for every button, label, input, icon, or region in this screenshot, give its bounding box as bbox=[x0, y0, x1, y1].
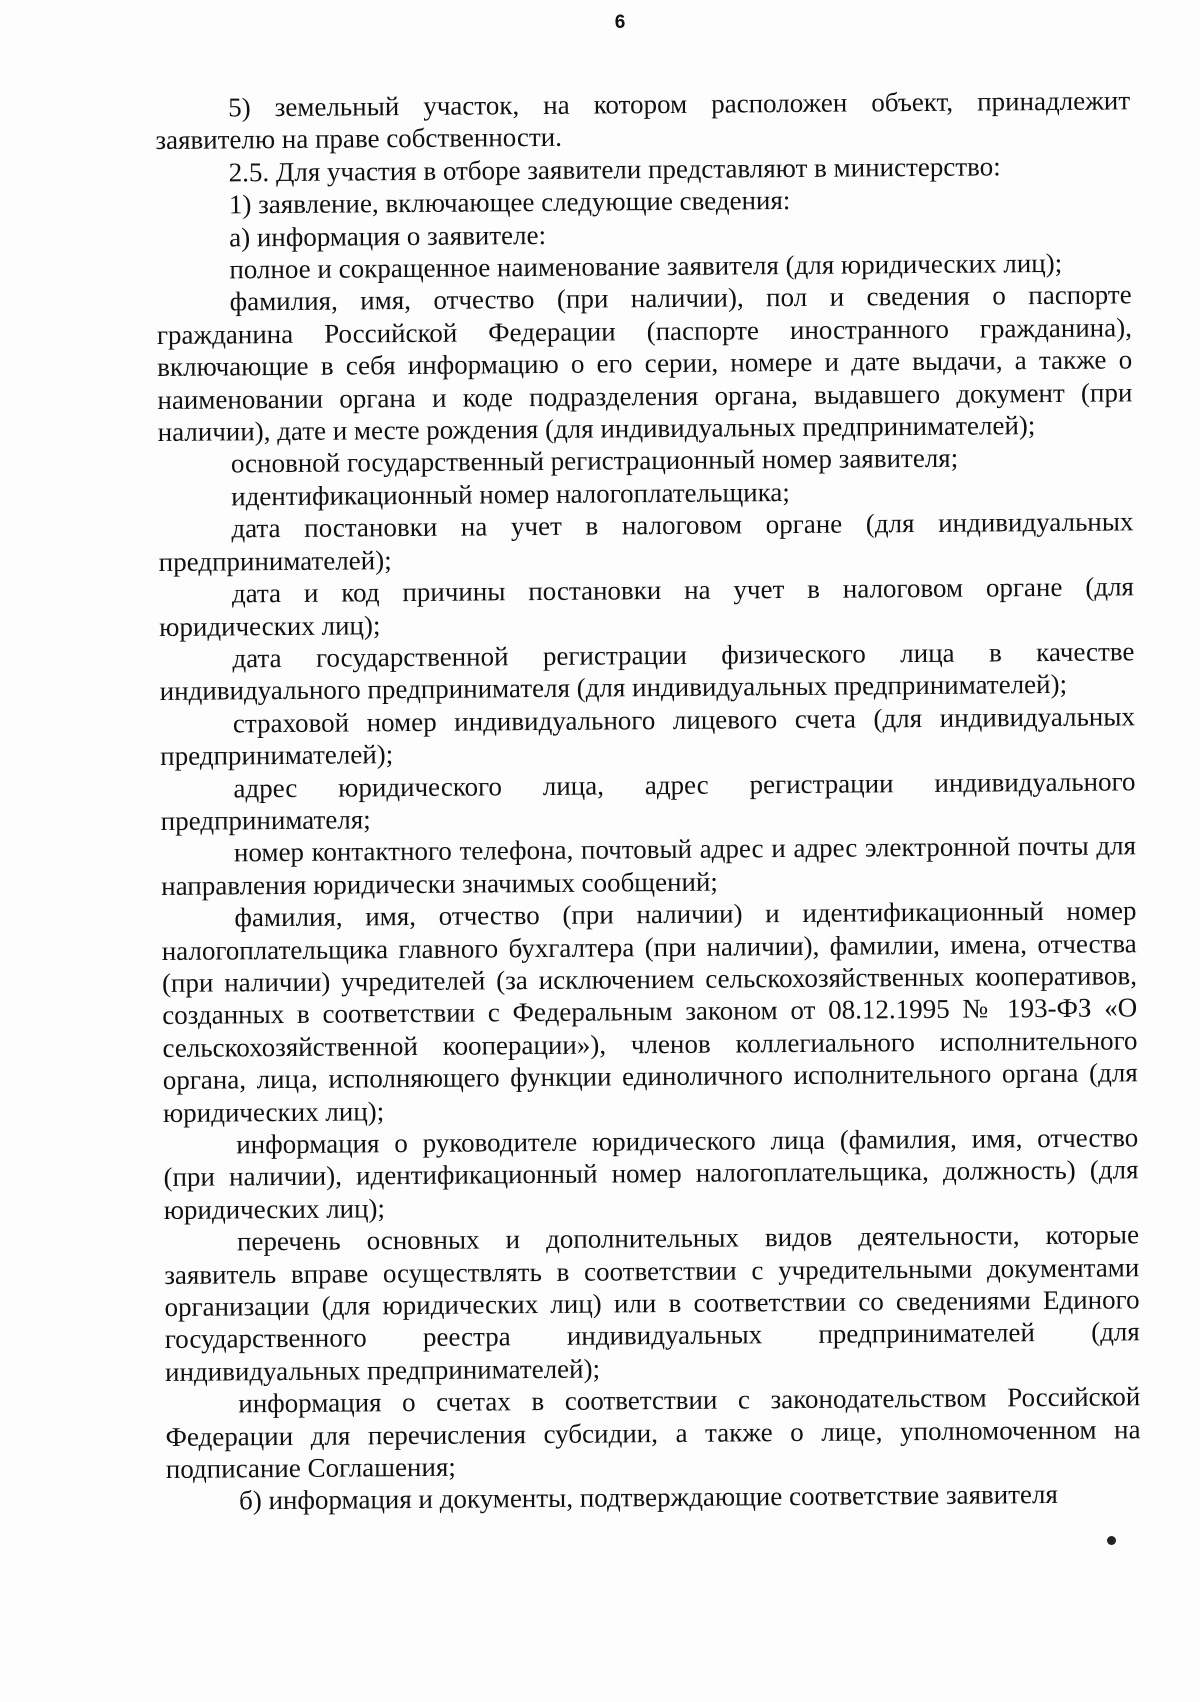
paragraph-tax-registration-date: дата постановки на учет в налоговом органе (для индивидуальных предпринимателей); bbox=[158, 506, 1134, 577]
paragraph-applicant-info: а) информация о заявителе: bbox=[229, 219, 547, 253]
paragraph-full-name: полное и сокращенное наименование заявителя (для юридических лиц); bbox=[229, 247, 1063, 285]
paragraph-head-info: информация о руководителе юридического лица (фамилия, имя, отчество (при наличии), идентификационный номер налогоплательщика, должность) (для юридических лиц); bbox=[163, 1122, 1139, 1225]
paragraph-state-registration-date: дата государственной регистрации физического лица в качестве индивидуального предпринимателя (для индивидуальных предпринимателей); bbox=[159, 636, 1135, 707]
paragraph-activities: перечень основных и дополнительных видов деятельности, которые заявитель вправе осуществлять в соответствии с учредительными документами организации (для юридических лиц) или в соответствии со сведениями Единого государственного реестра индивидуальных предпринимателей (для индивидуальных предпринимателей); bbox=[164, 1219, 1140, 1387]
paragraph-snils: страховой номер индивидуального лицевого счета (для индивидуальных предпринимателей); bbox=[160, 701, 1136, 772]
paragraph-passport: фамилия, имя, отчество (при наличии), пол и сведения о паспорте гражданина Российской Федерации (паспорте иностранного гражданина), включающие в себя информацию о его серии, номере и дате выдачи, а также о наименовании органа и коде подразделения органа, выдавшего документ (при наличии), дате и месте рождения (для индивидуальных предпринимателей); bbox=[156, 279, 1133, 448]
paragraph-land-plot: 5) земельный участок, на котором расположен объект, принадлежит заявителю на праве собственности. bbox=[155, 85, 1131, 156]
document-body bbox=[155, 84, 1141, 1517]
paragraph-application: 1) заявление, включающее следующие сведения: bbox=[228, 185, 791, 220]
paragraph-inn: идентификационный номер налогоплательщика; bbox=[231, 476, 790, 512]
paragraph-kpp: дата и код причины постановки на учет в налоговом органе (для юридических лиц); bbox=[159, 571, 1135, 642]
paragraph-contacts: номер контактного телефона, почтовый адрес и адрес электронной почты для направления юридически значимых сообщений; bbox=[161, 830, 1137, 901]
paragraph-address: адрес юридического лица, адрес регистрации индивидуального предпринимателя; bbox=[160, 765, 1136, 836]
paragraph-ogrn: основной государственный регистрационный номер заявителя; bbox=[230, 443, 959, 479]
paragraph-documents-compliance: б) информация и документы, подтверждающие соответствие заявителя bbox=[238, 1479, 1058, 1516]
paragraph-accounts: информация о счетах в соответствии с законодательством Российской Федерации для перечисления субсидии, а также о лице, уполномоченном на подписание Соглашения; bbox=[165, 1381, 1141, 1485]
scan-speck bbox=[1107, 1536, 1116, 1545]
paragraph-section-2-5: 2.5. Для участия в отборе заявители представляют в министерство: bbox=[228, 151, 1001, 188]
page-number: 6 bbox=[614, 12, 626, 33]
paragraph-accountant-founders: фамилия, имя, отчество (при наличии) и идентификационный номер налогоплательщика главного бухгалтера (при наличии), фамилии, имена, отчества (при наличии) учредителей (за исключением сельскохозяйственных кооперативов, созданных в соответствии с Федеральным законом от 08.12.1995 № 193-ФЗ «О сельскохозяйственной кооперации»), членов коллегиального исполнительного органа, лица, исполняющего функции единоличного исполнительного органа (для юридических лиц); bbox=[161, 895, 1138, 1128]
